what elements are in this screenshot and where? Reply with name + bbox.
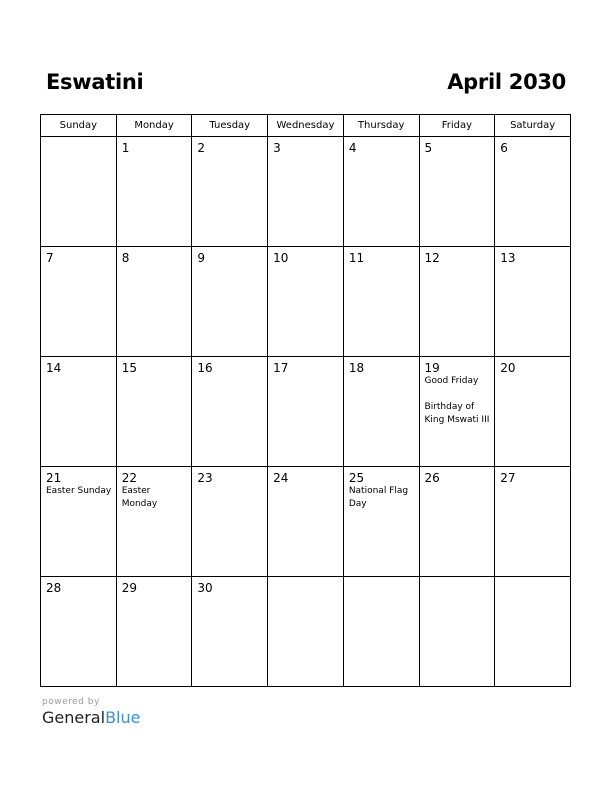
- day-cell: [343, 137, 419, 247]
- day-cell: [41, 357, 117, 467]
- day-cell: [268, 577, 344, 687]
- week-row: [41, 357, 571, 467]
- day-number: 27: [500, 471, 516, 485]
- day-number: 15: [121, 361, 137, 375]
- day-cell: [41, 247, 117, 357]
- day-number: 30: [197, 581, 213, 595]
- day-cell: [495, 357, 571, 467]
- holiday-label: Easter Monday: [121, 486, 158, 509]
- footer-branding: [42, 697, 140, 727]
- day-number: 11: [348, 251, 365, 265]
- day-number: 6: [500, 141, 508, 155]
- day-number: 22: [121, 471, 137, 485]
- day-cell: [343, 247, 419, 357]
- holiday-label: Birthday of King Mswati III: [424, 402, 490, 425]
- week-row: [41, 247, 571, 357]
- day-cell: [41, 137, 117, 247]
- day-number: 2: [197, 141, 206, 155]
- brand-general: General: [42, 708, 106, 727]
- country-title: Eswatini: [46, 70, 144, 94]
- weekday-tuesday: Tuesday: [192, 115, 268, 137]
- day-number: 9: [197, 251, 206, 265]
- day-number: 17: [273, 361, 289, 375]
- day-number: 14: [46, 361, 62, 375]
- day-cell: [41, 577, 117, 687]
- day-number: 23: [197, 471, 213, 485]
- day-cell: [192, 577, 268, 687]
- day-cell: [116, 357, 192, 467]
- day-cell: [343, 577, 419, 687]
- day-number: 1: [121, 141, 130, 155]
- day-number: 10: [273, 251, 289, 265]
- day-cell: [495, 577, 571, 687]
- day-number: 16: [197, 361, 213, 375]
- day-number: 7: [46, 251, 54, 265]
- day-number: 26: [424, 471, 440, 485]
- day-cell: [192, 137, 268, 247]
- day-cell: [268, 467, 344, 577]
- powered-by-text: powered by: [42, 697, 100, 707]
- weekday-header-row: [41, 115, 571, 137]
- day-cell: [268, 247, 344, 357]
- day-cell: [268, 357, 344, 467]
- weekday-thursday: Thursday: [343, 115, 419, 137]
- day-cell: [419, 467, 495, 577]
- day-number: 5: [424, 141, 433, 155]
- day-number: 28: [46, 581, 62, 595]
- weekday-friday: Friday: [419, 115, 495, 137]
- day-cell: [116, 467, 192, 577]
- day-number: 13: [500, 251, 516, 265]
- day-cell: [495, 467, 571, 577]
- day-number: 24: [273, 471, 289, 485]
- day-number: 20: [500, 361, 516, 375]
- day-cell: [268, 137, 344, 247]
- day-cell: [343, 357, 419, 467]
- weekday-saturday: Saturday: [495, 115, 571, 137]
- brand-blue: Blue: [105, 708, 141, 727]
- day-cell: [495, 247, 571, 357]
- calendar-grid: [40, 114, 571, 687]
- day-number: 3: [273, 141, 281, 155]
- day-number: 21: [46, 471, 62, 485]
- week-row: [41, 137, 571, 247]
- day-cell: [116, 137, 192, 247]
- day-cell: [495, 137, 571, 247]
- day-number: 18: [348, 361, 365, 375]
- day-cell: [419, 357, 495, 467]
- weekday-monday: Monday: [116, 115, 192, 137]
- holiday-label: Good Friday: [424, 376, 479, 386]
- day-cell: [41, 467, 117, 577]
- day-cell: [419, 137, 495, 247]
- day-number: 19: [424, 361, 440, 375]
- week-row: [41, 577, 571, 687]
- day-number: 29: [121, 581, 137, 595]
- month-year-title: April 2030: [447, 70, 566, 94]
- day-number: 12: [424, 251, 440, 265]
- day-cell: [116, 577, 192, 687]
- holiday-label: Easter Sunday: [46, 486, 112, 496]
- day-cell: [192, 357, 268, 467]
- day-cell: [343, 467, 419, 577]
- holiday-label: National Flag Day: [348, 486, 409, 509]
- weekday-sunday: Sunday: [41, 115, 117, 137]
- day-cell: [419, 247, 495, 357]
- day-cell: [192, 247, 268, 357]
- day-number: 25: [348, 471, 365, 485]
- day-cell: [116, 247, 192, 357]
- day-number: 8: [121, 251, 130, 265]
- calendar-body: [41, 137, 571, 687]
- generalblue-logo[interactable]: [42, 708, 140, 727]
- day-cell: [419, 577, 495, 687]
- weekday-wednesday: Wednesday: [268, 115, 344, 137]
- day-cell: [192, 467, 268, 577]
- day-number: 4: [348, 141, 357, 155]
- week-row: [41, 467, 571, 577]
